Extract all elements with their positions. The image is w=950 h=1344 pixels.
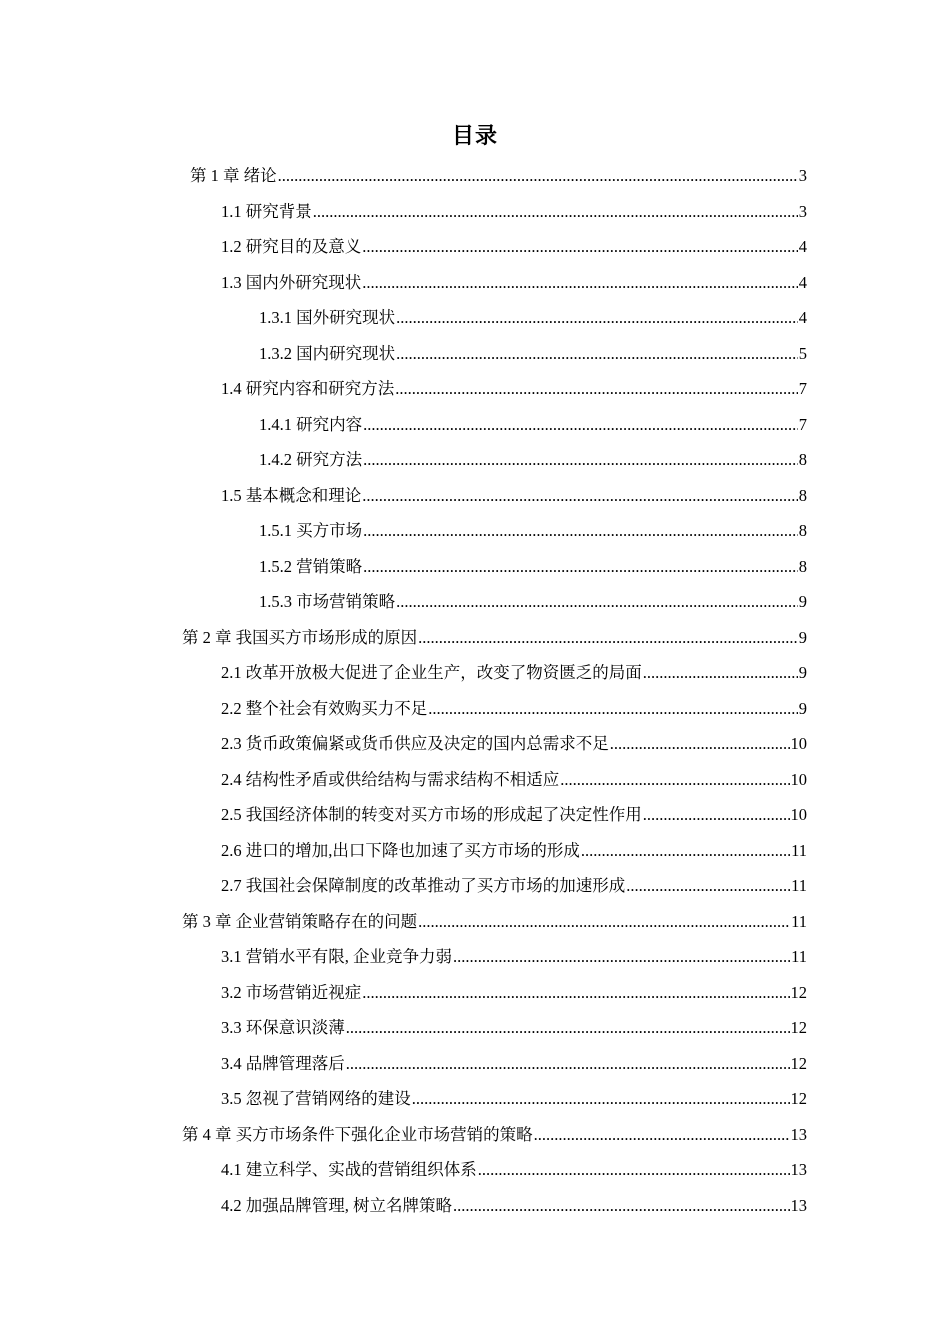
toc-entry-label: 2.7 我国社会保障制度的改革推动了买方市场的加速形成 xyxy=(221,876,626,895)
toc-page-number: 12 xyxy=(790,982,807,1002)
toc-page-number: 3 xyxy=(798,166,807,185)
toc-page-number: 4 xyxy=(798,272,807,292)
toc-entry[interactable] xyxy=(259,299,807,329)
toc-entry[interactable] xyxy=(221,370,807,400)
toc-dot-leader xyxy=(478,1159,790,1181)
toc-entry[interactable] xyxy=(221,761,807,791)
toc-page-number: 10 xyxy=(790,769,807,789)
toc-entry-label: 1.4.2 研究方法 xyxy=(259,450,363,469)
toc-page-number: 7 xyxy=(798,414,807,434)
toc-entry[interactable] xyxy=(221,832,807,862)
toc-dot-leader xyxy=(418,911,790,933)
toc-entry-label: 1.5.2 营销策略 xyxy=(259,556,363,576)
toc-entry-label: 1.5.3 市场营销策略 xyxy=(259,592,396,611)
toc-dot-leader xyxy=(362,272,798,294)
toc-dot-leader xyxy=(396,307,798,329)
toc-entry-label: 1.4 研究内容和研究方法 xyxy=(221,379,395,398)
toc-entry-label: 3.4 品牌管理落后 xyxy=(221,1053,345,1073)
toc-page-number: 11 xyxy=(791,911,807,931)
toc-page-number: 9 xyxy=(798,627,807,647)
toc-dot-leader xyxy=(395,378,798,400)
toc-entry[interactable] xyxy=(259,441,807,471)
toc-dot-leader xyxy=(278,165,798,187)
toc-dot-leader xyxy=(363,556,798,578)
toc-entry-label: 1.3.1 国外研究现状 xyxy=(259,308,396,327)
toc-entry[interactable] xyxy=(182,1116,807,1146)
toc-entry-label: 1.4.1 研究内容 xyxy=(259,414,363,434)
toc-page-number: 9 xyxy=(798,592,807,611)
toc-entry-label: 1.5 基本概念和理论 xyxy=(221,485,362,505)
toc-entry-label: 2.1 改革开放极大促进了企业生产，改变了物资匮乏的局面 xyxy=(221,663,642,682)
toc-dot-leader xyxy=(534,1124,790,1146)
toc-page-number: 10 xyxy=(790,734,807,753)
toc-entry[interactable] xyxy=(259,512,807,542)
toc-dot-leader xyxy=(560,769,789,791)
toc-entry[interactable] xyxy=(221,690,807,720)
toc-page-number: 13 xyxy=(790,1124,807,1144)
toc-entry-label: 2.2 整个社会有效购买力不足 xyxy=(221,698,428,718)
toc-entry[interactable] xyxy=(190,157,807,187)
toc-entry-label: 2.5 我国经济体制的转变对买方市场的形成起了决定性作用 xyxy=(221,805,642,824)
toc-entry-label: 2.3 货币政策偏紧或货币供应及决定的国内总需求不足 xyxy=(221,734,609,753)
toc-entry[interactable] xyxy=(221,938,807,968)
toc-page-number: 8 xyxy=(798,485,807,505)
toc-entry-label: 第 3 章 企业营销策略存在的问题 xyxy=(182,911,418,931)
toc-dot-leader xyxy=(418,627,798,649)
toc-dot-leader xyxy=(363,414,798,436)
toc-dot-leader xyxy=(610,733,790,755)
toc-dot-leader xyxy=(363,520,798,542)
toc-entry-label: 1.2 研究目的及意义 xyxy=(221,237,362,256)
toc-entry-label: 1.1 研究背景 xyxy=(221,201,312,221)
toc-entry[interactable] xyxy=(221,867,807,897)
toc-page-number: 3 xyxy=(798,201,807,221)
toc-entry[interactable] xyxy=(221,264,807,294)
toc-dot-leader xyxy=(346,1053,790,1075)
toc-entry[interactable] xyxy=(221,477,807,507)
toc-dot-leader xyxy=(362,485,798,507)
toc-entry[interactable] xyxy=(221,193,807,223)
toc-page-number: 13 xyxy=(790,1195,807,1215)
toc-page-number: 8 xyxy=(798,450,807,469)
toc-dot-leader xyxy=(428,698,798,720)
toc-entry-label: 3.1 营销水平有限, 企业竞争力弱 xyxy=(221,947,452,966)
toc-entry-label: 2.4 结构性矛盾或供给结构与需求结构不相适应 xyxy=(221,769,560,789)
toc-entry-label: 3.5 忽视了营销网络的建设 xyxy=(221,1089,411,1108)
toc-dot-leader xyxy=(362,236,798,258)
toc-entry[interactable] xyxy=(221,228,807,258)
toc-entry[interactable] xyxy=(182,903,807,933)
toc-dot-leader xyxy=(346,1017,790,1039)
toc-entry-label: 第 4 章 买方市场条件下强化企业市场营销的策略 xyxy=(182,1124,533,1144)
toc-entry[interactable] xyxy=(259,406,807,436)
toc-entry-label: 3.2 市场营销近视症 xyxy=(221,982,362,1002)
toc-page-number: 8 xyxy=(798,556,807,576)
toc-dot-leader xyxy=(453,946,790,968)
toc-dot-leader xyxy=(643,662,798,684)
toc-dot-leader xyxy=(396,591,798,613)
toc-entry[interactable] xyxy=(221,1151,807,1181)
toc-entry-label: 4.2 加强品牌管理, 树立名牌策略 xyxy=(221,1195,452,1215)
toc-entry[interactable] xyxy=(221,725,807,755)
toc-page-number: 4 xyxy=(798,237,807,256)
toc-dot-leader xyxy=(581,840,790,862)
toc-page-number: 11 xyxy=(791,876,807,895)
toc-dot-leader xyxy=(412,1088,790,1110)
toc-entry[interactable] xyxy=(259,335,807,365)
toc-page-number: 12 xyxy=(790,1018,807,1037)
toc-dot-leader xyxy=(626,875,790,897)
toc-page-number: 9 xyxy=(798,698,807,718)
toc-entry-label: 1.3.2 国内研究现状 xyxy=(259,343,396,363)
toc-page-number: 8 xyxy=(798,521,807,540)
toc-entry[interactable] xyxy=(221,974,807,1004)
toc-entry-label: 4.1 建立科学、实战的营销组织体系 xyxy=(221,1160,477,1179)
toc-entry[interactable] xyxy=(259,548,807,578)
toc-entry-label: 1.5.1 买方市场 xyxy=(259,521,363,540)
toc-page-number: 5 xyxy=(798,343,807,363)
toc-entry-label: 3.3 环保意识淡薄 xyxy=(221,1018,345,1037)
toc-entry-label: 2.6 进口的增加,出口下降也加速了买方市场的形成 xyxy=(221,840,580,860)
toc-entry-label: 第 2 章 我国买方市场形成的原因 xyxy=(182,627,418,647)
toc-page-number: 7 xyxy=(798,379,807,398)
toc-page-number: 4 xyxy=(798,308,807,327)
toc-entry[interactable] xyxy=(259,583,807,613)
toc-entry-label: 第 1 章 绪论 xyxy=(190,166,277,185)
toc-dot-leader xyxy=(363,449,798,471)
toc-entry[interactable] xyxy=(221,654,807,684)
toc-title: 目录 xyxy=(451,124,498,149)
toc-page-number: 12 xyxy=(790,1089,807,1108)
toc-entry[interactable] xyxy=(221,1045,807,1075)
toc-entry[interactable] xyxy=(221,796,807,826)
toc-entry[interactable] xyxy=(221,1009,807,1039)
toc-entry-label: 1.3 国内外研究现状 xyxy=(221,272,362,292)
toc-entry[interactable] xyxy=(182,619,807,649)
toc-page-number: 13 xyxy=(790,1160,807,1179)
toc-page-number: 11 xyxy=(791,947,807,966)
toc-entry[interactable] xyxy=(221,1187,807,1217)
toc-entry[interactable] xyxy=(221,1080,807,1110)
toc-dot-leader xyxy=(362,982,789,1004)
toc-page-number: 12 xyxy=(790,1053,807,1073)
toc-page-number: 9 xyxy=(798,663,807,682)
toc-page-number: 10 xyxy=(790,805,807,824)
toc-dot-leader xyxy=(643,804,790,826)
toc-dot-leader xyxy=(396,343,798,365)
toc-dot-leader xyxy=(313,201,798,223)
toc-page-number: 11 xyxy=(791,840,807,860)
toc-dot-leader xyxy=(453,1195,790,1217)
